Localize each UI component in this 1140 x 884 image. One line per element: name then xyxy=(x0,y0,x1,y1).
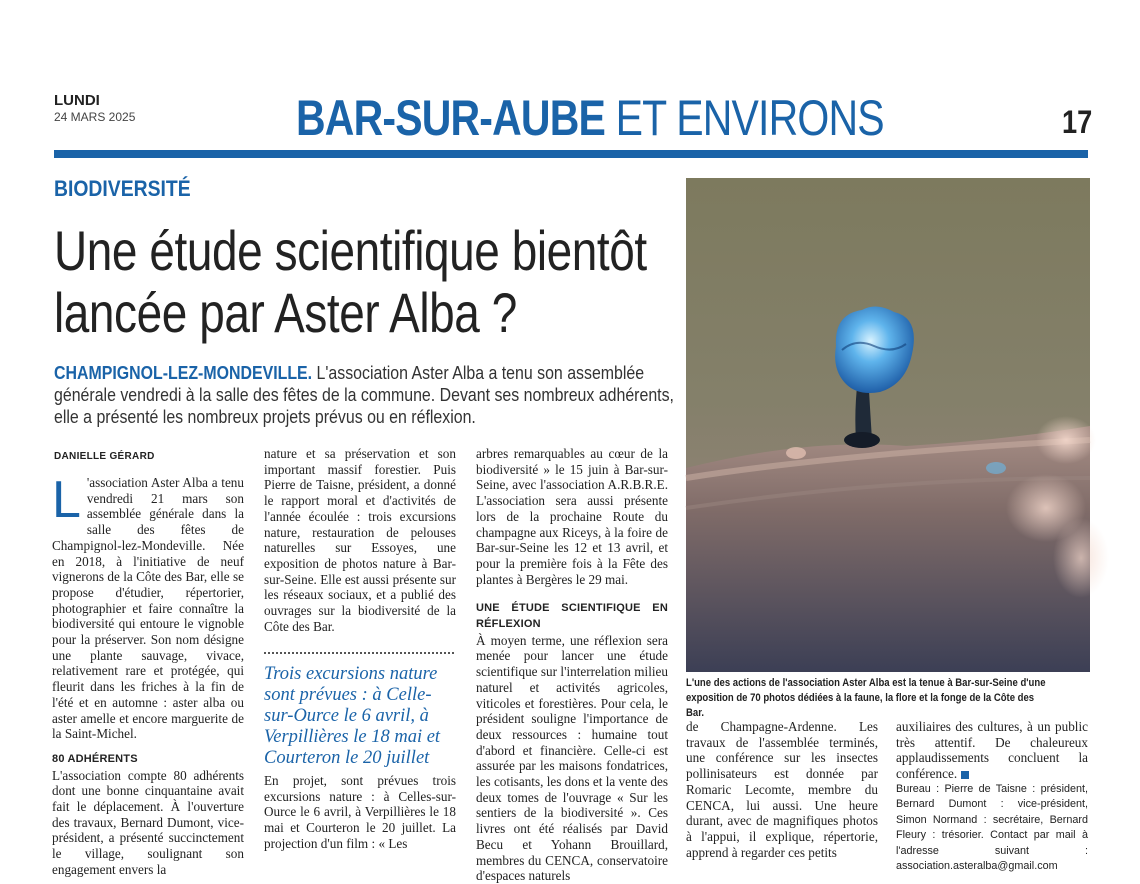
header-rule xyxy=(54,150,1088,158)
column-1 xyxy=(52,471,244,878)
col3-paragraph-1: arbres remarquables au cœur de la biodiversité » le 15 juin à Bar-sur-Seine, avec l'association A.R.B.R.E. L'association sera aussi présente lors de la prochaine Route du champagne aux Riceys, à la foire de Bar-sur-Seine les 12 et 13 avril, et pour la première fois à la Fête des plantes à Bergères le 29 mai. xyxy=(476,446,668,587)
photo-caption: L'une des actions de l'association Aster Alba est la tenue à Bar-sur-Seine d'une exposition de 70 photos dédiées à la faune, la flore et la fonge de la Côte des Bar. xyxy=(686,677,1046,719)
subheading-adherents: 80 ADHÉRENTS xyxy=(52,752,138,765)
col4-paragraph-1: de Champagne-Ardenne. Les travaux de l'assemblée terminés, une conférence sur les insectes pollinisateurs est donnée par Romaric Lecomte, membre du CENCA, lui aussi. Une heure durant, avec de magnifiques photos à l'appui, il explique, répertorie, apprend à regarder ces petits xyxy=(686,719,878,860)
subheading-study: UNE ÉTUDE SCIENTIFIQUE EN RÉFLEXION xyxy=(476,602,668,631)
association-contact-info: Bureau : Pierre de Taisne : président, Bernard Dumont : vice-président, Simon Normand : secrétaire, Bernard Fleury : trésorier. Contact par mail à l'adresse suivant : association.asteralba@gmail.com xyxy=(896,782,1088,873)
col3-paragraph-2: À moyen terme, une réflexion sera menée pour lancer une étude scientifique sur l'interrelation milieu naturel et activités agricoles, viticoles et forestières. Pour cela, le président souligne l'importance de deux ressources : humaine tout d'abord et financière. Celle-ci est assurée par les maisons fondatrices, les cotisants, les dons et la vente des deux tomes de l'ouvrage « Sur les sentiers de la biodiversité ». Ces livres ont été réalisés par David Becu et Yohann Brouillard, membres du CENCA, conservatoire d'espaces naturels xyxy=(476,632,668,884)
fungus-photo-image xyxy=(686,178,1090,672)
headline-line-2: lancée par Aster Alba ? xyxy=(54,281,517,344)
quote-divider xyxy=(264,652,454,654)
section-title xyxy=(296,88,884,148)
article-lead xyxy=(54,362,692,428)
col1-paragraph-1: 'association Aster Alba a tenu vendredi 21 mars son assemblée générale dans la salle des fêtes de Champignol-lez-Mondeville. Née en 2018, à l'initiative de neuf vignerons de la Côte des Bar, elle se propose d'étudier, répertorier, photographier et faire connaître la biodiversité qui entoure le vignoble pour la préserver. Son nom désigne une plante sauvage, vivace, relativement rare et protégée, qui fleurit dans les friches à la fin de l'été et en automne : aster alba ou aster amelle et encore marguerite de la Saint-Michel. xyxy=(52,475,244,742)
column-4 xyxy=(686,719,878,860)
edition-date: 24 MARS 2025 xyxy=(54,110,136,124)
lead-dateline: CHAMPIGNOL-LEZ-MONDEVILLE. xyxy=(54,362,313,383)
col1-paragraph-2: L'association compte 80 adhérents dont une bonne cinquantaine avait fait le déplacement. À l'ouverture des travaux, Bernard Dumont, vice-président, a présenté succinctement le village, soulignant son engagement envers la xyxy=(52,767,244,877)
column-5 xyxy=(896,719,1088,875)
byline: DANIELLE GÉRARD xyxy=(54,451,155,462)
lead-text: L'association Aster Alba a tenu son assemblée générale vendredi à la salle des fêtes de la commune. Devant ses nombreux adhérents, elle a présenté les nombreux projets prévus ou en réflexion. xyxy=(54,362,674,427)
col2-paragraph-2: En projet, sont prévues trois excursions nature : à Celles-sur-Ource le 6 avril, à Verpillières le 18 mai et Courteron le 20 juillet. La projection d'un film : « Les xyxy=(264,773,456,851)
end-of-article-mark xyxy=(961,771,969,779)
col5-paragraph-1 xyxy=(896,719,1088,782)
article-headline xyxy=(54,220,677,344)
section-title-light: ET ENVIRONS xyxy=(605,90,884,146)
edition-day: LUNDI xyxy=(54,92,100,109)
headline-line-1: Une étude scientifique bientôt xyxy=(54,219,647,282)
article-kicker: BIODIVERSITÉ xyxy=(54,176,191,201)
column-2 xyxy=(264,446,456,634)
col2-paragraph-1: nature et sa préservation et son important massif forestier. Puis Pierre de Taisne, président, a donné le rapport moral et d'activités de l'année écoulée : trois excursions nature, restauration de pelouses naturelles sur Essoyes, une exposition de photos nature à Bar-sur-Seine. Elle est aussi présente sur les réseaux sociaux, et a publié des ouvrages sur la biodiversité de la Côte des Bar. xyxy=(264,446,456,634)
column-3 xyxy=(476,446,668,884)
col5-text: auxiliaires des cultures, à un public très attentif. De chaleureux applaudissements concluent la conférence. xyxy=(896,719,1088,782)
section-title-bold: BAR-SUR-AUBE xyxy=(296,90,606,146)
article-photo xyxy=(686,178,1090,672)
drop-cap: L xyxy=(52,471,81,529)
pull-quote: Trois excursions nature sont prévues : à Celle-sur-Ource le 6 avril, à Verpillières le 18 mai et Courteron le 20 juillet xyxy=(264,664,441,768)
page-number: 17 xyxy=(1062,104,1093,140)
column-2-continued xyxy=(264,773,456,852)
